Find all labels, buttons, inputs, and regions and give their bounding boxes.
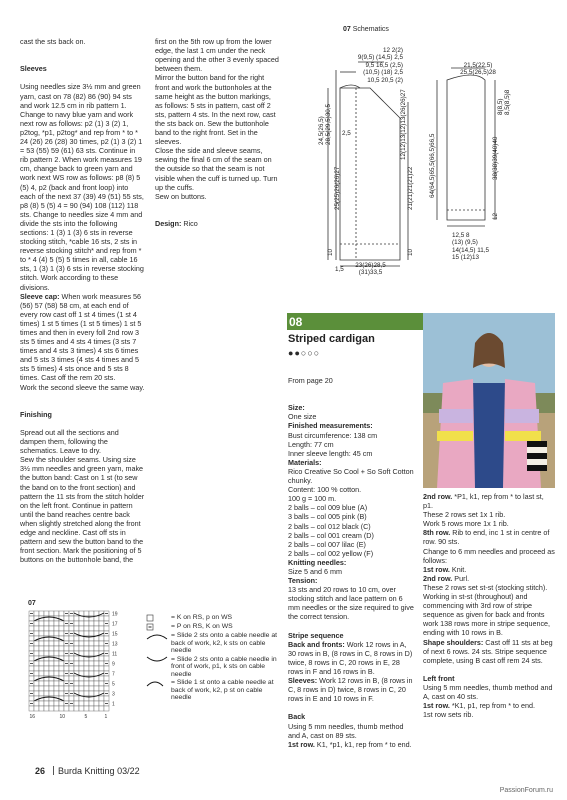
chart-cell bbox=[104, 646, 109, 651]
chart-cell bbox=[44, 701, 49, 706]
chart-cell bbox=[49, 626, 54, 631]
chart-cell bbox=[29, 656, 34, 661]
chart-cell bbox=[79, 661, 84, 666]
front-top-measurements: 12 2(2) 9(9,5) (14,5) 2,5 9,5 16,5 (2,5) (10,5) (18) 2,5 10,5 20,5 (2) bbox=[357, 47, 403, 84]
chart-cell bbox=[34, 701, 39, 706]
chart-cell bbox=[74, 681, 79, 686]
chart-cell bbox=[54, 641, 59, 646]
chart-cell bbox=[89, 671, 94, 676]
chart-cell bbox=[59, 651, 64, 656]
chart-cell bbox=[49, 666, 54, 671]
chart-cell bbox=[34, 626, 39, 631]
schematics-title: 07 Schematics bbox=[343, 26, 389, 33]
chart-cell bbox=[39, 701, 44, 706]
chart-cell bbox=[44, 681, 49, 686]
footer-divider bbox=[53, 766, 54, 775]
chart-cell bbox=[39, 611, 44, 616]
chart-cell bbox=[74, 641, 79, 646]
chart-cell bbox=[69, 696, 74, 701]
chart-cell bbox=[99, 656, 104, 661]
chart-cell bbox=[29, 686, 34, 691]
sleeves-text: Using needles size 3½ mm and green yarn, cast on 78 (82) 86 (90) 94 sts and work 12.5 cm in rib pattern 1. Change to navy blue yarn and work next row as follows: p2 (1) 3 (2) 1, p2tog, *p1, p2tog* and rep from * to * 24 (26) 26 (28) 30 times, p2 (1) 3 (2) 1 = 53 (55) 59 (61) 63 sts. Continue in rib pattern 2. When work measures 19 cm, change back to green yarn and work next WS row as follows: p8 (8) 5 (5) 4, p2 (back and front loop) into each of the next 37 (39) 49 (51) 55 sts, p8 (8) 5 (5) 4 = 90 (94) 108 (112) 118 sts. Change to needles size 4 mm and divide the sts into the following sections: 1 (3) 1 (3) 6 sts in reverse stocking stitch, *cable 16 sts, 2 sts in reverse stocking stitch* and rep from * to * 4 (4) 5 (5) 5 times in all, cable 16 sts, 1 (3) 1 (3) 6 sts in reverse stocking stitch. Work according to these divisions. Sleeve cap: When work measures 56 (56) 57 (58) 58 cm, at each end of every row cast off 1 st 4 times (1 st 4 times) 1 st 5 times (1 st 5 times) 1 st 5 times and then in every foll 2nd row 3 sts 5 times and 4 sts 4 times (3 sts 7 times and 4 sts 3 times) 4 sts 6 times and 5 sts 3 times (4 sts 4 times and 5 sts 5 times) 4 sts once and 5 sts 8 times. Cast off the rem 20 sts. Work the second sleeve the same way. bbox=[20, 82, 145, 392]
chart-cell bbox=[74, 636, 79, 641]
chart-cell bbox=[39, 626, 44, 631]
difficulty-dot-empty: ○ bbox=[300, 348, 308, 358]
chart-col-label: 1 bbox=[104, 714, 108, 720]
chart-cell bbox=[44, 666, 49, 671]
chart-cell bbox=[49, 691, 54, 696]
front-rib-label: 10 bbox=[327, 248, 334, 256]
column-1-text bbox=[20, 28, 145, 573]
chart-cell bbox=[44, 641, 49, 646]
chart-cell bbox=[84, 681, 89, 686]
chart-cell bbox=[59, 681, 64, 686]
size-label: Size: bbox=[288, 403, 305, 413]
chart-cell bbox=[74, 701, 79, 706]
chart-cell bbox=[34, 611, 39, 616]
chart-cell bbox=[94, 621, 99, 626]
chart-cell bbox=[99, 701, 104, 706]
legend-item: = Slide 1 st onto a cable needle at back of work, k2, p st on cable needle bbox=[145, 679, 280, 701]
from-page: From page 20 bbox=[288, 376, 333, 386]
chart-cell bbox=[89, 691, 94, 696]
chart-cell bbox=[29, 676, 34, 681]
chart-cell bbox=[34, 621, 39, 626]
legend-item: = Slide 2 sts onto a cable needle at back of work, k2, k sts on cable needle bbox=[145, 632, 280, 654]
chart-cell bbox=[69, 706, 74, 711]
chart-cell bbox=[99, 661, 104, 666]
chart-cell bbox=[94, 706, 99, 711]
chart-cell bbox=[59, 631, 64, 636]
finishing-heading: Finishing bbox=[20, 409, 52, 419]
difficulty-dot-empty: ○ bbox=[307, 348, 314, 358]
chart-cell bbox=[79, 701, 84, 706]
chart-cell bbox=[79, 626, 84, 631]
chart-cell bbox=[49, 646, 54, 651]
cable-back-symbol-icon bbox=[145, 632, 171, 640]
chart-cell bbox=[74, 616, 79, 621]
chart-cell bbox=[89, 646, 94, 651]
chart-cell bbox=[99, 641, 104, 646]
chart-cell bbox=[34, 646, 39, 651]
column-4-text: 2nd row. *P1, k1, rep from * to last st, p1. These 2 rows set 1x 1 rib. Work 5 rows more 1x 1 rib. 8th row. Rib to end, inc 1 st in centre of row. 90 sts. Change to 6 mm needles and proceed as follows: 1st row. Knit. 2nd row. Purl. These 2 rows set st-st (stocking stitch). Working in st-st (throughout) and commencing with 3rd row of stripe sequence as given for back and fronts work 138 rows more in stripe sequence, ending with 10 rows in B. Shape shoulders: Cast off 11 sts at beg of next 6 rows. 24 sts. Stripe sequence complete, using B cast off rem 24 sts. Left front Using 5 mm needles, thumb method and A, cast on 40 sts. 1st row. *K1, p1, rep from * to end. 1st row sets rib. bbox=[423, 492, 555, 720]
chart-cell bbox=[104, 676, 109, 681]
chart-cell bbox=[34, 691, 39, 696]
chart-cell bbox=[34, 686, 39, 691]
chart-cell bbox=[79, 666, 84, 671]
chart-cell bbox=[99, 616, 104, 621]
chart-row-label: 5 bbox=[112, 681, 115, 688]
chart-cell bbox=[44, 686, 49, 691]
cable-front-symbol-icon bbox=[145, 656, 171, 664]
front-side-bottom: 1,5 bbox=[335, 266, 344, 273]
chart-cell bbox=[104, 626, 109, 631]
back-heading: Back bbox=[288, 712, 306, 722]
chart-cell bbox=[94, 646, 99, 651]
chart-cell bbox=[104, 666, 109, 671]
chart-cell bbox=[49, 631, 54, 636]
chart-cell bbox=[99, 676, 104, 681]
chart-cell bbox=[49, 671, 54, 676]
chart-cell bbox=[99, 681, 104, 686]
chart-cell bbox=[64, 646, 69, 651]
chart-cell bbox=[34, 661, 39, 666]
chart-cell bbox=[69, 636, 74, 641]
chart-cell bbox=[54, 621, 59, 626]
difficulty-rating bbox=[288, 348, 320, 358]
sleeve-cap-label: Sleeve cap: bbox=[20, 291, 60, 301]
chart-cell bbox=[104, 686, 109, 691]
chart-cell bbox=[99, 706, 104, 711]
chart-cell bbox=[89, 661, 94, 666]
difficulty-dot-empty: ○ bbox=[313, 348, 321, 358]
chart-cell bbox=[99, 666, 104, 671]
chart-cell bbox=[79, 686, 84, 691]
stripe-heading: Stripe sequence bbox=[288, 630, 344, 640]
chart-cell bbox=[69, 666, 74, 671]
chart-cell bbox=[34, 651, 39, 656]
chart-cell bbox=[69, 616, 74, 621]
chart-cell bbox=[89, 631, 94, 636]
chart-cell bbox=[59, 646, 64, 651]
chart-row-label: 3 bbox=[112, 691, 115, 698]
chart-cell bbox=[29, 646, 34, 651]
chart-cell bbox=[54, 611, 59, 616]
chart-cell bbox=[49, 641, 54, 646]
legend-item: = K on RS, p on WS bbox=[145, 614, 280, 622]
chart-cell bbox=[39, 681, 44, 686]
chart-cell bbox=[84, 646, 89, 651]
finishing-text: Spread out all the sections and dampen them, following the schematics. Leave to dry. Sew the shoulder seams. Using size 3½ mm needles and green yarn, make the button band: Cast on 1 st (to sew the band on to the front section) and pattern the 11 sts from the stitch holder on the left front. Continue in pattern until the band reaches centre back when slightly stretched along the front edge and neckline. Cast off sts in pattern and sew the button band to the front section. Mark the positioning of 5 buttons on the buttonhole band, the bbox=[20, 427, 145, 565]
front-side-label-2: 12(12)13(12)13(26(26)27 bbox=[400, 89, 407, 160]
chart-cell bbox=[29, 706, 34, 711]
chart-cell bbox=[99, 646, 104, 651]
page-number: 26 bbox=[35, 766, 46, 776]
sleeve-bottom-measurements: 12,5 8 (13) (9,5) 14(14,5) 11,5 15 (12)13 bbox=[452, 232, 489, 262]
tension-label: Tension: bbox=[288, 576, 318, 586]
chart-cell bbox=[99, 696, 104, 701]
materials-label: Materials: bbox=[288, 457, 322, 467]
chart-cell bbox=[29, 616, 34, 621]
purl-symbol-icon bbox=[145, 623, 171, 631]
chart-cell bbox=[64, 686, 69, 691]
chart-cell bbox=[39, 641, 44, 646]
chart-cell bbox=[74, 676, 79, 681]
chart-cell bbox=[39, 631, 44, 636]
chart-cell bbox=[44, 691, 49, 696]
chart-cell bbox=[79, 706, 84, 711]
chart-cell bbox=[94, 686, 99, 691]
chart-row-label: 17 bbox=[112, 621, 118, 628]
chart-cell bbox=[59, 706, 64, 711]
chart-cell bbox=[89, 626, 94, 631]
intro-text: cast the sts back on. bbox=[20, 37, 86, 47]
chart-cell bbox=[54, 691, 59, 696]
chart-cell bbox=[49, 706, 54, 711]
chart-cell bbox=[59, 691, 64, 696]
chart-row-label: 15 bbox=[112, 631, 118, 638]
page-footer bbox=[35, 766, 140, 776]
chart-cell bbox=[44, 671, 49, 676]
chart-cell bbox=[104, 636, 109, 641]
chart-cell bbox=[59, 686, 64, 691]
chart-cell bbox=[99, 686, 104, 691]
chart-cell bbox=[54, 626, 59, 631]
chart-cell bbox=[59, 671, 64, 676]
difficulty-dot-filled: ● bbox=[294, 348, 301, 358]
chart-cell bbox=[89, 681, 94, 686]
chart-cell bbox=[89, 686, 94, 691]
front-side-label: 21(21)21(21)22 bbox=[407, 166, 414, 210]
cable-purl-symbol-icon bbox=[145, 679, 171, 687]
chart-cell bbox=[44, 631, 49, 636]
chart-cell bbox=[89, 651, 94, 656]
sleeve-top-measurement: 21,5(22,5) 25,5(26,5)28 bbox=[460, 62, 496, 77]
chart-row-label: 9 bbox=[112, 661, 115, 668]
knit-symbol-icon bbox=[145, 614, 171, 622]
chart-cell bbox=[44, 646, 49, 651]
chart-col-label: 10 bbox=[59, 714, 66, 720]
chart-cell bbox=[94, 681, 99, 686]
chart-cell bbox=[89, 666, 94, 671]
chart-cell bbox=[94, 701, 99, 706]
chart-cell bbox=[104, 696, 109, 701]
chart-cell bbox=[64, 676, 69, 681]
chart-row-label: 19 bbox=[112, 611, 118, 618]
chart-row-label: 13 bbox=[112, 641, 118, 648]
issue-number: 03/22 bbox=[117, 766, 140, 776]
chart-cell bbox=[59, 641, 64, 646]
chart-cell bbox=[74, 621, 79, 626]
chart-col-label: 16 bbox=[29, 714, 36, 720]
chart-cell bbox=[99, 626, 104, 631]
chart-cell bbox=[34, 631, 39, 636]
magazine-name: Burda Knitting bbox=[58, 766, 115, 776]
chart-cell bbox=[29, 636, 34, 641]
cardigan-photo bbox=[423, 313, 555, 488]
chart-cell bbox=[44, 651, 49, 656]
chart-cell bbox=[39, 646, 44, 651]
chart-cell bbox=[84, 666, 89, 671]
chart-cell bbox=[54, 701, 59, 706]
chart-row-label: 11 bbox=[112, 651, 118, 658]
chart-cell bbox=[69, 676, 74, 681]
chart-cell bbox=[49, 661, 54, 666]
continued-text: first on the 5th row up from the lower edge, the last 1 cm under the neck opening and the other 3 evenly spaced between them. Mirror the button band for the right front and work the buttonholes at the same height as the button markings, as follows: 5 sts in pattern, cast off 2 sts, pattern 4 sts. In the next row, cast the sts back on. Sew the buttonhole band to the right front. Set in the sleeves. Close the side and sleeve seams, sewing the final 6 cm of the seam on the outside so that the seam is not visible when the cuff is turned up. Turn up the cuffs. Sew on buttons. bbox=[155, 37, 279, 201]
chart-cell bbox=[54, 651, 59, 656]
chart-cell bbox=[44, 661, 49, 666]
chart-cell bbox=[44, 626, 49, 631]
chart-cell bbox=[64, 616, 69, 621]
legend-item: = Slide 2 sts onto a cable needle in front of work, p1, k sts on cable needle bbox=[145, 656, 280, 678]
chart-cell bbox=[59, 666, 64, 671]
chart-row-label: 7 bbox=[112, 671, 115, 678]
front-length-label: 24,5(26,5) 28,5(29,5)30,5 bbox=[318, 104, 332, 145]
chart-cell bbox=[104, 706, 109, 711]
chart-cell bbox=[49, 651, 54, 656]
chart-cell bbox=[74, 626, 79, 631]
chart-cell bbox=[74, 656, 79, 661]
chart-cell bbox=[59, 701, 64, 706]
chart-cell bbox=[39, 621, 44, 626]
chart-cell bbox=[54, 686, 59, 691]
chart-cell bbox=[49, 681, 54, 686]
front-inner-label: 2,5 bbox=[342, 130, 351, 137]
chart-cell bbox=[69, 626, 74, 631]
chart-cell bbox=[49, 621, 54, 626]
chart-cell bbox=[89, 706, 94, 711]
chart-cell bbox=[69, 656, 74, 661]
chart-cell bbox=[84, 641, 89, 646]
chart-cell bbox=[89, 611, 94, 616]
column-2-text bbox=[155, 28, 280, 237]
chart-cell bbox=[39, 651, 44, 656]
chart-cell bbox=[34, 641, 39, 646]
chart-cell bbox=[74, 696, 79, 701]
chart-cell bbox=[54, 666, 59, 671]
chart-cell bbox=[99, 636, 104, 641]
chart-cell bbox=[74, 686, 79, 691]
chart-cell bbox=[39, 706, 44, 711]
chart-cell bbox=[74, 666, 79, 671]
chart-cell bbox=[64, 706, 69, 711]
chart-cell bbox=[49, 686, 54, 691]
chart-row-label: 1 bbox=[112, 701, 115, 708]
chart-cell bbox=[34, 671, 39, 676]
chart-cell bbox=[79, 641, 84, 646]
chart-cell bbox=[64, 636, 69, 641]
chart-cell bbox=[34, 666, 39, 671]
chart-cell bbox=[64, 666, 69, 671]
chart-cell bbox=[49, 611, 54, 616]
chart-cell bbox=[79, 621, 84, 626]
chart-cell bbox=[29, 626, 34, 631]
left-front-heading: Left front bbox=[423, 673, 455, 683]
chart-cell bbox=[84, 701, 89, 706]
sleeve-cap-height: 8(8,5) 8,5(8,5)8 bbox=[497, 89, 511, 115]
chart-cell bbox=[29, 666, 34, 671]
chart-cell bbox=[69, 686, 74, 691]
chart-cell bbox=[84, 686, 89, 691]
chart-cell bbox=[29, 696, 34, 701]
chart-cell bbox=[104, 616, 109, 621]
chart-cell bbox=[84, 661, 89, 666]
chart-cell bbox=[39, 666, 44, 671]
front-width-bottom: 23(26)28,5 (31)33,5 bbox=[355, 262, 386, 277]
chart-cell bbox=[84, 631, 89, 636]
chart-cell bbox=[54, 706, 59, 711]
materials-list: Rico Creative So Cool + So Soft Cotton chunky. Content: 100 % cotton. 100 g = 100 m. 2 balls – col 009 blue (A) 3 balls – col 005 pink (B) 2 balls – col 012 black (C) 2 balls – col 001 cream (D) 2 balls – col 007 lilac (E) 2 balls – col 002 yellow (F) bbox=[288, 466, 414, 558]
watermark: PassionForum.ru bbox=[499, 787, 553, 794]
chart-cell bbox=[84, 651, 89, 656]
sleeves-heading: Sleeves bbox=[20, 64, 47, 74]
chart-cell bbox=[94, 641, 99, 646]
chart-cell bbox=[89, 621, 94, 626]
chart-cell bbox=[94, 661, 99, 666]
front-rib-label-2: 10 bbox=[407, 248, 414, 256]
chart-cell bbox=[64, 626, 69, 631]
chart-cell bbox=[54, 631, 59, 636]
sleeve-cap-label: 38(38)39(40)40 bbox=[492, 136, 499, 180]
chart-cell bbox=[99, 621, 104, 626]
chart-cell bbox=[39, 686, 44, 691]
legend-item: = P on RS, K on WS bbox=[145, 623, 280, 631]
chart-cell bbox=[74, 646, 79, 651]
chart-cell bbox=[89, 641, 94, 646]
cable-knitting-chart bbox=[27, 609, 132, 749]
chart-cell bbox=[44, 611, 49, 616]
chart-col-label: 5 bbox=[84, 714, 88, 720]
chart-cell bbox=[79, 646, 84, 651]
chart-cell bbox=[84, 621, 89, 626]
chart-cell bbox=[54, 671, 59, 676]
chart-cell bbox=[94, 626, 99, 631]
chart-cell bbox=[54, 646, 59, 651]
chart-number: 07 bbox=[28, 600, 36, 607]
size-value: One size bbox=[288, 412, 317, 422]
chart-cell bbox=[59, 661, 64, 666]
chart-legend bbox=[145, 614, 280, 703]
chart-cell bbox=[84, 626, 89, 631]
chart-cell bbox=[84, 691, 89, 696]
pattern-number-badge: 08 bbox=[287, 313, 423, 330]
chart-cell bbox=[59, 611, 64, 616]
chart-cell bbox=[69, 646, 74, 651]
chart-cell bbox=[84, 706, 89, 711]
chart-cell bbox=[104, 656, 109, 661]
difficulty-dot-filled: ● bbox=[288, 348, 295, 358]
chart-cell bbox=[39, 671, 44, 676]
sleeve-length-label: 64(64,5)65,5(66,5)66,5 bbox=[429, 133, 436, 198]
chart-cell bbox=[54, 681, 59, 686]
chart-cell bbox=[74, 661, 79, 666]
chart-cell bbox=[34, 681, 39, 686]
pattern-title: Striped cardigan bbox=[288, 333, 375, 345]
column-3-text: From page 20 Size: One size Finished measurements: Bust circumference: 138 cm Length: 77 cm Inner sleeve length: 45 cm Materials: Rico Creative So Cool + So Soft Cotton chunky. Content: 100 % cotton. 100 g = 100 m. 2 balls – col 009 blue (A) 3 balls – col 005 pink (B) 2 balls – col 012 black (C) 2 balls – col 001 cream (D) 2 balls – col 007 lilac (E) 2 balls – col 002 yellow (F) Knitting needles: Size 5 and 6 mm Tension: 13 sts and 20 rows to 10 cm, over stocking stitch and lace pattern on 6 mm needles or the size required to give the correct tension. Stripe sequence Back and fronts: Work 12 rows in A, 30 rows in B, (8 rows in C, 8 rows in D) twice, 8 rows in C, 20 rows in E, 28 rows in F and 16 rows in B. Sleeves: Work 12 rows in B, (8 rows in C, 8 rows in D) twice, 8 rows in C, 20 rows in E and 10 rows in F. Back Using 5 mm needles, thumb method and A, cast on 89 sts. 1st row. K1, *p1, k1, rep from * to end. bbox=[288, 376, 414, 749]
chart-cell bbox=[64, 696, 69, 701]
chart-cell bbox=[64, 656, 69, 661]
chart-cell bbox=[44, 706, 49, 711]
chart-cell bbox=[74, 706, 79, 711]
chart-cell bbox=[89, 701, 94, 706]
chart-cell bbox=[84, 671, 89, 676]
front-width-label-v1: 25(25)26(26)27 bbox=[334, 166, 341, 210]
chart-cell bbox=[79, 681, 84, 686]
chart-cell bbox=[59, 621, 64, 626]
measurements-label: Finished measurements: bbox=[288, 421, 373, 431]
chart-cell bbox=[39, 661, 44, 666]
chart-cell bbox=[94, 666, 99, 671]
chart-cell bbox=[34, 706, 39, 711]
chart-cell bbox=[59, 626, 64, 631]
chart-cell bbox=[44, 621, 49, 626]
needles-label: Knitting needles: bbox=[288, 557, 347, 567]
chart-cell bbox=[84, 611, 89, 616]
design-credit: Design: Rico bbox=[155, 218, 198, 228]
chart-cell bbox=[49, 701, 54, 706]
chart-cell bbox=[54, 661, 59, 666]
chart-cell bbox=[39, 691, 44, 696]
sleeve-cuff-label: 12 bbox=[492, 212, 499, 220]
